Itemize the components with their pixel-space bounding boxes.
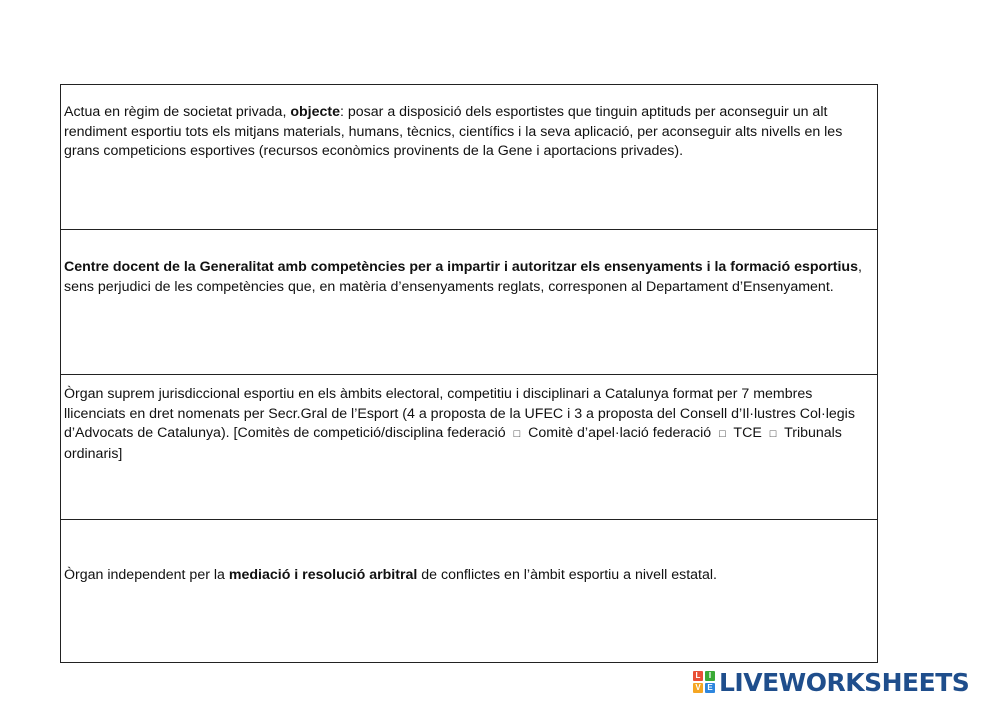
logo-square: V (693, 683, 703, 693)
bold-text: Centre docent de la Generalitat amb competències per a impartir i autoritzar els ensenyaments i la formació esportius (64, 259, 858, 275)
definition-cell-4 (61, 519, 877, 663)
definition-cell-2 (61, 229, 877, 374)
text-segment: Actua en règim de societat privada, (64, 104, 291, 120)
text-segment: , sens perjudici de les competències que, en matèria d’ensenyaments reglats, corresponen al Departament d’Ensenyament. (64, 259, 862, 295)
logo-text: LIVEWORKSHEETS (719, 667, 970, 697)
bold-text: mediació i resolució arbitral (228, 567, 418, 583)
definition-cell-1 (61, 103, 877, 229)
text-segment: Òrgan suprem jurisdiccional esportiu en els àmbits electoral, competitiu i disciplinari a Catalunya format per 7 membres llicenciats en dret nomenats per Secr.Gral de l’Esport (4 a proposta de la UFEC i 3 a proposta del Consell d’Il·lustres Col·legis d’Advocats de Catalunya). [Comitès de competició/disciplina federació (64, 386, 855, 441)
definitions-table (60, 84, 878, 663)
logo-squares-icon (693, 671, 715, 693)
logo-square: I (705, 671, 715, 681)
placeholder-box-icon: □ (769, 428, 777, 440)
text-segment: : posar a disposició dels esportistes que tinguin aptituds per aconseguir un alt rendiment esportiu tots els mitjans materials, humans, tècnics, científics i la seva aplicació, per aconseguir alts nivells en les grans competicions esportives (recursos econòmics provinents de la Gene i aportacions privades). (64, 104, 843, 159)
placeholder-box-icon: □ (719, 428, 726, 440)
bold-text: objecte (290, 104, 341, 120)
text-segment: Comitè d’apel·lació federació (524, 425, 716, 441)
text-segment: Tribunals ordinaris] (64, 425, 842, 462)
logo-square: E (705, 683, 715, 693)
liveworksheets-logo (693, 668, 969, 696)
text-segment: de conflictes en l’àmbit esportiu a nivell estatal. (417, 567, 717, 583)
text-segment: TCE (729, 425, 766, 441)
logo-square: L (693, 671, 703, 681)
text-segment: Òrgan independent per la (64, 567, 229, 583)
placeholder-box-icon: □ (513, 428, 521, 440)
definition-cell-3 (61, 374, 877, 519)
